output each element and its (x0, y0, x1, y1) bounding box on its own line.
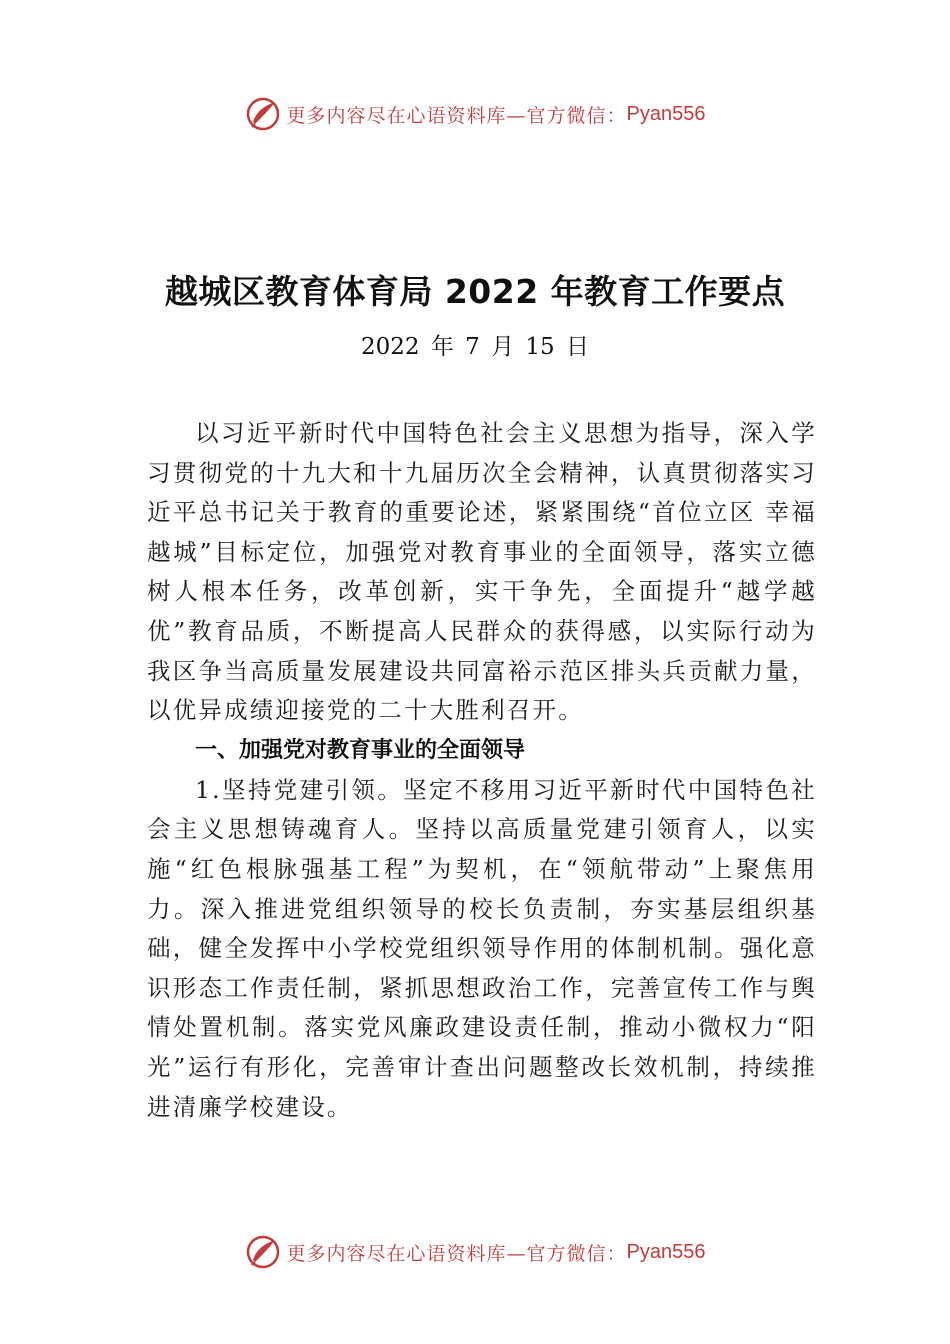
section-paragraph: 1.坚持党建引领。坚定不移用习近平新时代中国特色社会主义思想铸魂育人。坚持以高质量党建引领育人，以实施“红色根脉强基工程”为契机，在“领航带动”上聚焦用力。深入推进党组织领导的校长负责制，夯实基层组织基础，健全发挥中小学校党组织领导作用的体制机制。强化意识形态工作责任制，紧抓思想政治工作，完善宣传工作与舆情处置机制。落实党风廉政建设责任制，推动小微权力“阳光”运行有形化，完善审计查出问题整改长效机制，持续推进清廉学校建设。 (147, 775, 817, 1121)
section-heading: 一、加强党对教育事业的全面领导 (195, 737, 526, 763)
banner-text: 更多内容尽在心语资料库—官方微信： (286, 104, 627, 127)
pen-logo-icon (245, 1234, 281, 1270)
pen-logo-icon (245, 96, 281, 132)
document-date: 2022 年 7 月 15 日 (361, 334, 589, 360)
banner-wechat-id: Pyan556 (626, 1240, 706, 1263)
footer-watermark-banner (0, 1232, 950, 1272)
document-body (147, 414, 817, 1127)
header-watermark-banner (0, 94, 950, 134)
banner-wechat-id: Pyan556 (626, 102, 706, 125)
banner-text: 更多内容尽在心语资料库—官方微信： (286, 1242, 627, 1265)
document-title: 越城区教育体育局 2022 年教育工作要点 (164, 272, 786, 311)
intro-paragraph: 以习近平新时代中国特色社会主义思想为指导，深入学习贯彻党的十九大和十九届历次全会精神，认真贯彻落实习近平总书记关于教育的重要论述，紧紧围绕“首位立区 幸福越城”目标定位，加强党对教育事业的全面领导，落实立德树人根本任务，改革创新，实干争先，全面提升“越学越优”教育品质，不断提高人民群众的获得感，以实际行动为我区争当高质量发展建设共同富裕示范区排头兵贡献力量， 以优异成绩迎接党的二十大胜利召开。 (147, 419, 817, 725)
